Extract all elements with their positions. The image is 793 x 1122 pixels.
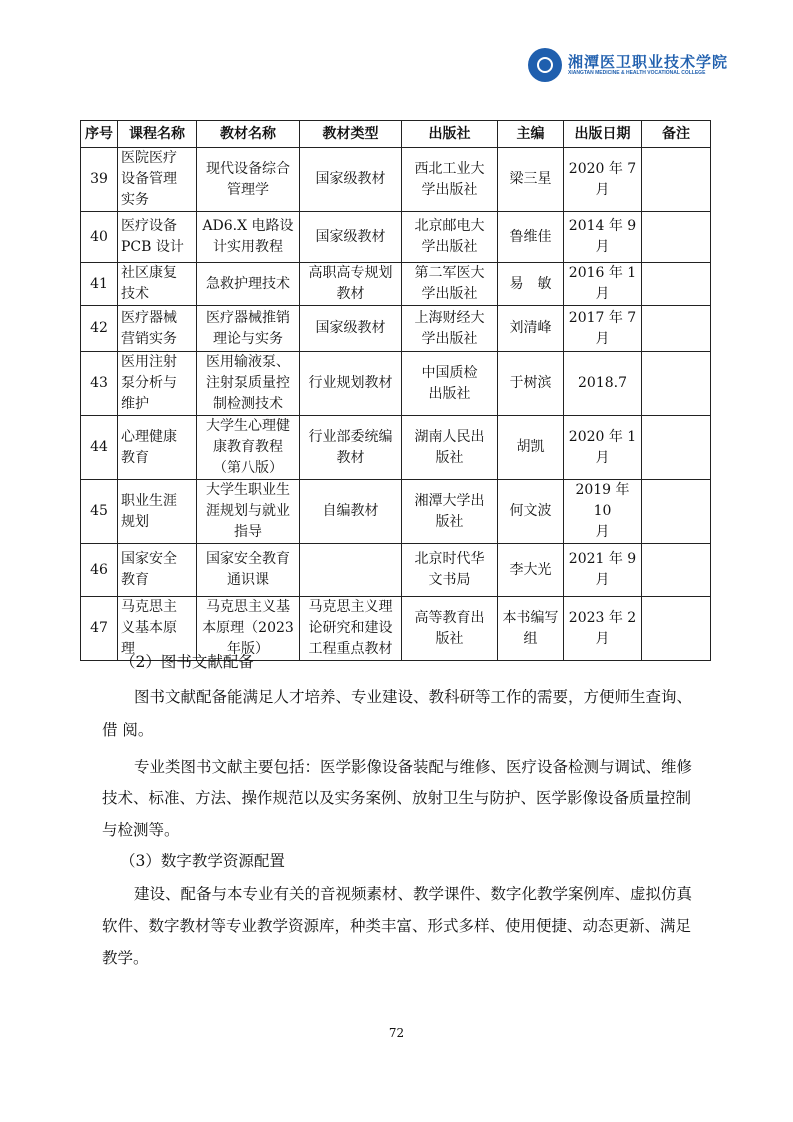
table-cell: 高职高专规划 教材 (300, 263, 402, 306)
table-cell (642, 416, 711, 480)
table-cell: 何文波 (498, 480, 564, 544)
table-cell: 医用注射 泵分析与 维护 (118, 352, 197, 416)
table-cell: 鲁维佳 (498, 212, 564, 263)
table-cell: AD6.X 电路设 计实用教程 (197, 212, 300, 263)
table-cell: 刘清峰 (498, 306, 564, 352)
table-cell: 国家级教材 (300, 212, 402, 263)
table-row (81, 544, 711, 597)
table-cell: 马克思主义理 论研究和建设 工程重点教材 (300, 597, 402, 661)
table-cell: 国家级教材 (300, 148, 402, 212)
table-cell: 41 (81, 263, 118, 306)
column-header: 备注 (642, 121, 711, 148)
table-cell: 国家级教材 (300, 306, 402, 352)
table-cell: 国家安全 教育 (118, 544, 197, 597)
page-number: 72 (388, 1026, 405, 1040)
table-cell: 湖南人民出 版社 (402, 416, 498, 480)
table-cell: 社区康复 技术 (118, 263, 197, 306)
table-cell: 2016 年 1 月 (564, 263, 642, 306)
paragraph-line: 建设、配备与本专业有关的音视频素材、教学课件、数字化教学案例库、虚拟仿真 (134, 885, 693, 903)
table-cell: 北京邮电大 学出版社 (402, 212, 498, 263)
section-heading-3: （3）数字教学资源配置 (120, 852, 285, 870)
table-cell (300, 544, 402, 597)
table-cell: 大学生职业生 涯规划与就业 指导 (197, 480, 300, 544)
table-cell (642, 212, 711, 263)
table-cell: 中国质检 出版社 (402, 352, 498, 416)
table-cell: 2021 年 9 月 (564, 544, 642, 597)
table-cell: 2020 年 1 月 (564, 416, 642, 480)
table-cell: 胡凯 (498, 416, 564, 480)
table-cell: 2018.7 (564, 352, 642, 416)
paragraph-line: 教学。 (102, 949, 149, 967)
table-row (81, 306, 711, 352)
paragraph-line: 专业类图书文献主要包括：医学影像设备装配与维修、医疗设备检测与调试、维修 (134, 758, 693, 776)
table-cell: 2014 年 9 月 (564, 212, 642, 263)
table-header-row (81, 121, 711, 148)
table-cell: 39 (81, 148, 118, 212)
table-cell: 43 (81, 352, 118, 416)
table-cell: 第二军医大 学出版社 (402, 263, 498, 306)
table-cell: 上海财经大 学出版社 (402, 306, 498, 352)
table-cell: 现代设备综合 管理学 (197, 148, 300, 212)
table-cell: 医院医疗 设备管理 实务 (118, 148, 197, 212)
column-header: 出版日期 (564, 121, 642, 148)
table-row (81, 352, 711, 416)
table-cell: 2023 年 2 月 (564, 597, 642, 661)
column-header: 序号 (81, 121, 118, 148)
section-heading-2: （2）图书文献配备 (120, 653, 254, 671)
table-cell: 马克思主义基 本原理（2023 年版） (197, 597, 300, 661)
table-cell: 马克思主 义基本原 理 (118, 597, 197, 661)
table-cell: 2019 年 10 月 (564, 480, 642, 544)
table-cell: 行业规划教材 (300, 352, 402, 416)
table-cell: 李大光 (498, 544, 564, 597)
table-cell (642, 148, 711, 212)
table-cell: 急救护理技术 (197, 263, 300, 306)
table-cell: 医疗设备 PCB 设计 (118, 212, 197, 263)
paragraph-line: 软件、数字教材等专业教学资源库，种类丰富、形式多样、使用便捷、动态更新、满足 (102, 917, 692, 935)
table-cell: 2017 年 7 月 (564, 306, 642, 352)
table-cell (642, 480, 711, 544)
table-row (81, 480, 711, 544)
table-cell: 45 (81, 480, 118, 544)
paragraph-line: 借 阅。 (102, 721, 154, 739)
table-cell: 自编教材 (300, 480, 402, 544)
column-header: 出版社 (402, 121, 498, 148)
table-row (81, 148, 711, 212)
table-cell: 国家安全教育 通识课 (197, 544, 300, 597)
column-header: 课程名称 (118, 121, 197, 148)
college-seal-icon (528, 48, 562, 82)
table-cell: 47 (81, 597, 118, 661)
table-cell: 46 (81, 544, 118, 597)
table-cell: 44 (81, 416, 118, 480)
table-cell: 北京时代华 文书局 (402, 544, 498, 597)
table-cell: 湘潭大学出 版社 (402, 480, 498, 544)
table-cell: 40 (81, 212, 118, 263)
table-cell: 职业生涯 规划 (118, 480, 197, 544)
table-row (81, 416, 711, 480)
table-cell (642, 263, 711, 306)
paragraph-line: 与检测等。 (102, 821, 180, 839)
table-row (81, 212, 711, 263)
table-row (81, 263, 711, 306)
column-header: 教材名称 (197, 121, 300, 148)
table-cell: 医疗器械 营销实务 (118, 306, 197, 352)
table-cell: 梁三星 (498, 148, 564, 212)
table-cell: 易 敏 (498, 263, 564, 306)
table-cell: 心理健康 教育 (118, 416, 197, 480)
table-cell: 大学生心理健 康教育教程 （第八版） (197, 416, 300, 480)
table-cell: 西北工业大 学出版社 (402, 148, 498, 212)
paragraph-line: 图书文献配备能满足人才培养、专业建设、教科研等工作的需要，方便师生查询、 (134, 688, 693, 706)
table-cell: 医疗器械推销 理论与实务 (197, 306, 300, 352)
column-header: 主编 (498, 121, 564, 148)
logo-text: 湘潭医卫职业技术学院 (568, 53, 729, 71)
table-cell: 医用输液泵、 注射泵质量控 制检测技术 (197, 352, 300, 416)
table-cell: 行业部委统编 教材 (300, 416, 402, 480)
paragraph-line: 技术、标准、方法、操作规范以及实务案例、放射卫生与防护、医学影像设备质量控制 (102, 789, 692, 807)
table-cell: 于树滨 (498, 352, 564, 416)
table-cell (642, 544, 711, 597)
table-cell: 2020 年 7 月 (564, 148, 642, 212)
table-cell: 高等教育出 版社 (402, 597, 498, 661)
textbook-table (80, 120, 711, 661)
table-cell: 本书编写 组 (498, 597, 564, 661)
logo-subtext: XIANGTAN MEDICINE & HEALTH VOCATIONAL COLLEGE (568, 70, 706, 76)
column-header: 教材类型 (300, 121, 402, 148)
table-cell (642, 352, 711, 416)
college-logo (528, 48, 728, 82)
table-cell (642, 306, 711, 352)
table-cell: 42 (81, 306, 118, 352)
